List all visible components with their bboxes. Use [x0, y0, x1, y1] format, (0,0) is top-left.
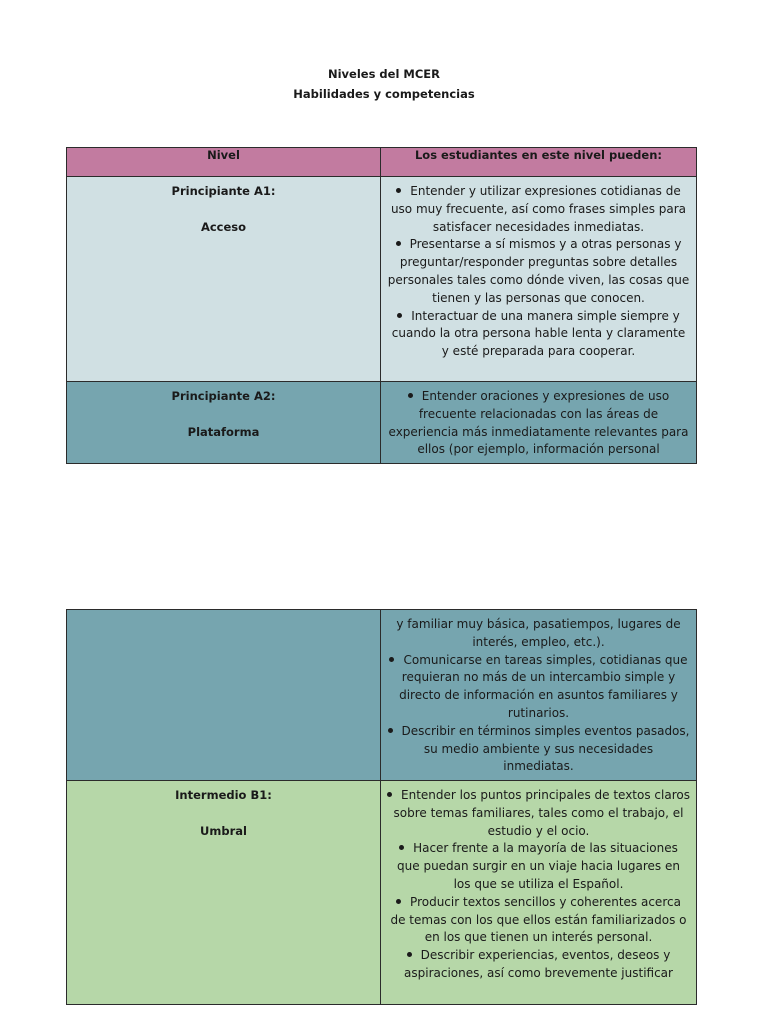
- bullet-icon: [397, 313, 402, 318]
- description-cell-b1: [381, 781, 697, 1005]
- table-row-b1: [67, 781, 697, 1005]
- description-list: [381, 781, 696, 983]
- bullet-icon: [407, 952, 412, 957]
- list-item: [387, 840, 690, 893]
- description-list: [381, 610, 696, 776]
- table-header-row: [67, 148, 697, 177]
- list-item: [387, 183, 690, 236]
- bullet-icon: [399, 845, 404, 850]
- description-list: [381, 177, 696, 361]
- levels-table-page1: [66, 147, 697, 464]
- column-header-description: Los estudiantes en este nivel pueden:: [381, 148, 697, 177]
- list-item-text: Interactuar de una manera simple siempre y cuando la otra persona hable lenta y claramente y esté preparada para cooperar.: [391, 308, 686, 359]
- list-item-text: Comunicarse en tareas simples, cotidianas que requieran no más de un intercambio simple y directo de información en asuntos familiares y rutinarios.: [399, 652, 688, 720]
- list-item: [387, 947, 690, 983]
- description-list: [381, 382, 696, 459]
- document-title: Niveles del MCER: [327, 67, 441, 81]
- level-cell-a2: [67, 382, 381, 464]
- list-item-continuation: [387, 616, 690, 652]
- level-cell-a1: [67, 177, 381, 382]
- description-cell-a2-continued: [381, 610, 697, 781]
- table-row-a1: [67, 177, 697, 382]
- column-header-level: Nivel: [67, 148, 381, 177]
- level-name: Intermedio B1:: [175, 788, 272, 802]
- bullet-icon: [389, 657, 394, 662]
- list-item: [387, 388, 690, 459]
- description-cell-a2: [381, 382, 697, 464]
- description-cell-a1: [381, 177, 697, 382]
- list-item-text: Producir textos sencillos y coherentes acerca de temas con los que ellos están familiarizados o en los que tienen un interés personal.: [390, 894, 687, 945]
- list-item-text: Entender y utilizar expresiones cotidianas de uso muy frecuente, así como frases simples para satisfacer necesidades inmediatas.: [390, 184, 687, 234]
- list-item: [387, 723, 690, 776]
- bullet-icon: [388, 728, 393, 733]
- table-row-a2-continued: [67, 610, 697, 781]
- level-cell-b1: [67, 781, 381, 1005]
- list-item-text: Hacer frente a la mayoría de las situaciones que puedan surgir en un viaje hacia lugares en los que se utiliza el Español.: [397, 841, 680, 891]
- bullet-icon: [396, 899, 401, 904]
- list-item-text: Presentarse a sí mismos y a otras personas y preguntar/responder preguntas sobre detalles personales tales como dónde viven, las cosas que tienen y las personas que conocen.: [387, 237, 690, 305]
- level-stage: Umbral: [200, 824, 247, 838]
- bullet-icon: [408, 393, 413, 398]
- list-item: [387, 787, 690, 840]
- list-item: [387, 894, 690, 947]
- bullet-icon: [396, 241, 401, 246]
- list-item-text: Describir experiencias, eventos, deseos y aspiraciones, así como brevemente justificar: [404, 948, 673, 980]
- list-item: [387, 236, 690, 307]
- level-name: Principiante A1:: [171, 184, 276, 198]
- level-name: Principiante A2:: [171, 389, 276, 403]
- level-stage: Plataforma: [187, 425, 260, 439]
- list-item-text: Entender oraciones y expresiones de uso frecuente relacionadas con las áreas de experiencia más inmediatamente relevantes para ellos (por ejemplo, información personal: [388, 389, 689, 457]
- document-subtitle: Habilidades y competencias: [293, 87, 475, 101]
- list-item: [387, 652, 690, 723]
- table-row-a2: [67, 382, 697, 464]
- bullet-icon: [387, 792, 392, 797]
- list-item-text: Entender los puntos principales de textos claros sobre temas familiares, tales como el trabajo, el estudio y el ocio.: [393, 788, 690, 838]
- list-item-text: y familiar muy básica, pasatiempos, lugares de interés, empleo, etc.).: [396, 617, 681, 649]
- level-cell-empty: [67, 610, 381, 781]
- list-item-text: Describir en términos simples eventos pasados, su medio ambiente y sus necesidades inmediatas.: [401, 723, 690, 774]
- levels-table-page2: [66, 609, 697, 1005]
- bullet-icon: [396, 188, 401, 193]
- level-stage: Acceso: [200, 220, 247, 234]
- list-item: [387, 308, 690, 361]
